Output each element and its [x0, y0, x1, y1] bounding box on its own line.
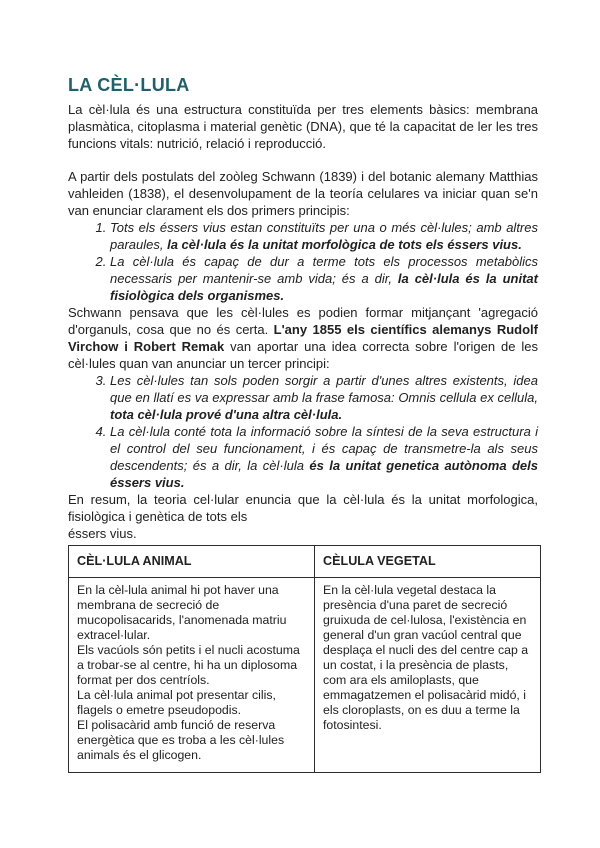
- table-cell-animal: [69, 578, 315, 773]
- cell-paragraph: La cèl·lula animal pot presentar cilis, flagels o emetre pseudopodis.: [77, 688, 276, 717]
- page-title: LA CÈL·LULA: [68, 75, 190, 95]
- intro-paragraph: La cèl·lula és una estructura constituïda per tres elements bàsics: membrana plasmàtica, citoplasma i material genètic (DNA), que té la capacitat de ler les tres funcions vitals: nutrició, relació i reproducció.: [68, 102, 538, 151]
- cell-paragraph: Els vacúols són petits i el nucli acostuma a trobar-se al centre, hi ha un diplosoma format per dos centríols.: [77, 643, 300, 687]
- principle-item-3: 3. Les cèl·lules tan sols poden sorgir a partir d'unes altres existents, idea que en llatí es va expressar amb la frase famosa: Omnis cellula ex cellula, tota cèl·lula prové d'una altra cèl·lula.: [110, 372, 538, 423]
- schwann-paragraph: Schwann pensava que les cèl·lules es podien formar mitjançant 'agregació d'organuls, cosa que no és certa. L'any 1855 els científics alemanys Rudolf Virchow i Robert Remak van aportar una idea correcta sobre l'origen de les cèl·lules quan van anunciar un tercer principi:: [68, 305, 538, 371]
- table-header-animal: CÈL·LULA ANIMAL: [69, 546, 315, 578]
- table-cell-vegetal: [315, 578, 541, 773]
- comparison-table: [68, 545, 541, 773]
- principle-item-4: 4. La cèl·lula conté tota la informació sobre la síntesi de la seva estructura i el control del seu funcionament, i és capaç de transmetre-la als seus descendents; és a dir, la cèl·lula és la unitat genetica autònoma dels éssers vius.: [110, 423, 538, 491]
- postulates-paragraph: A partir dels postulats del zoòleg Schwann (1839) i del botanic alemany Matthias vahleiden (1838), el desenvolupament de la teoría celulares va iniciar quan se'n van enunciar clarament els dos primers principis:: [68, 169, 538, 218]
- cell-paragraph: En la cèl-lula animal hi pot haver una membrana de secreció de mucopolisacarids, l'anomenada matriu extracel·lular.: [77, 583, 287, 642]
- summary-paragraph: En resum, la teoria cel·lular enuncia que la cèl·lula és la unitat morfologica, fisiològica i genètica de tots els éssers vius.: [68, 492, 538, 541]
- principle-item-1: 1. Tots els éssers vius estan constituïts per una o més cèl·lules; amb altres paraules, la cèl·lula és la unitat morfològica de tots els éssers vius.: [110, 219, 538, 253]
- principles-list-3-4: [68, 372, 538, 491]
- table-body-row: [69, 578, 541, 773]
- table-header-row: [69, 546, 541, 578]
- principles-list-1-2: [68, 219, 538, 304]
- table-header-vegetal: CÈLULA VEGETAL: [315, 546, 541, 578]
- principle-item-2: 2. La cèl·lula és capaç de dur a terme tots els processos metabòlics necessaris per mantenir-se amb vida; és a dir, la cèl·lula és la unitat fisiològica dels organismes.: [110, 253, 538, 304]
- cell-paragraph: En la cèl·lula vegetal destaca la presència d'una paret de secreció gruixuda de cel·lulosa, l'existència en general d'un gran vacúol central que desplaça el nucli des del centre cap a un costat, i la presència de plasts, com ara els amiloplasts, que emmagatzemen el polisacàrid midó, i els cloroplasts, on es duu a terme la fotosintesi.: [323, 583, 529, 732]
- cell-paragraph: El polisacàrid amb funció de reserva energètica que es troba a les cèl·lules animals és el glicogen.: [77, 718, 285, 762]
